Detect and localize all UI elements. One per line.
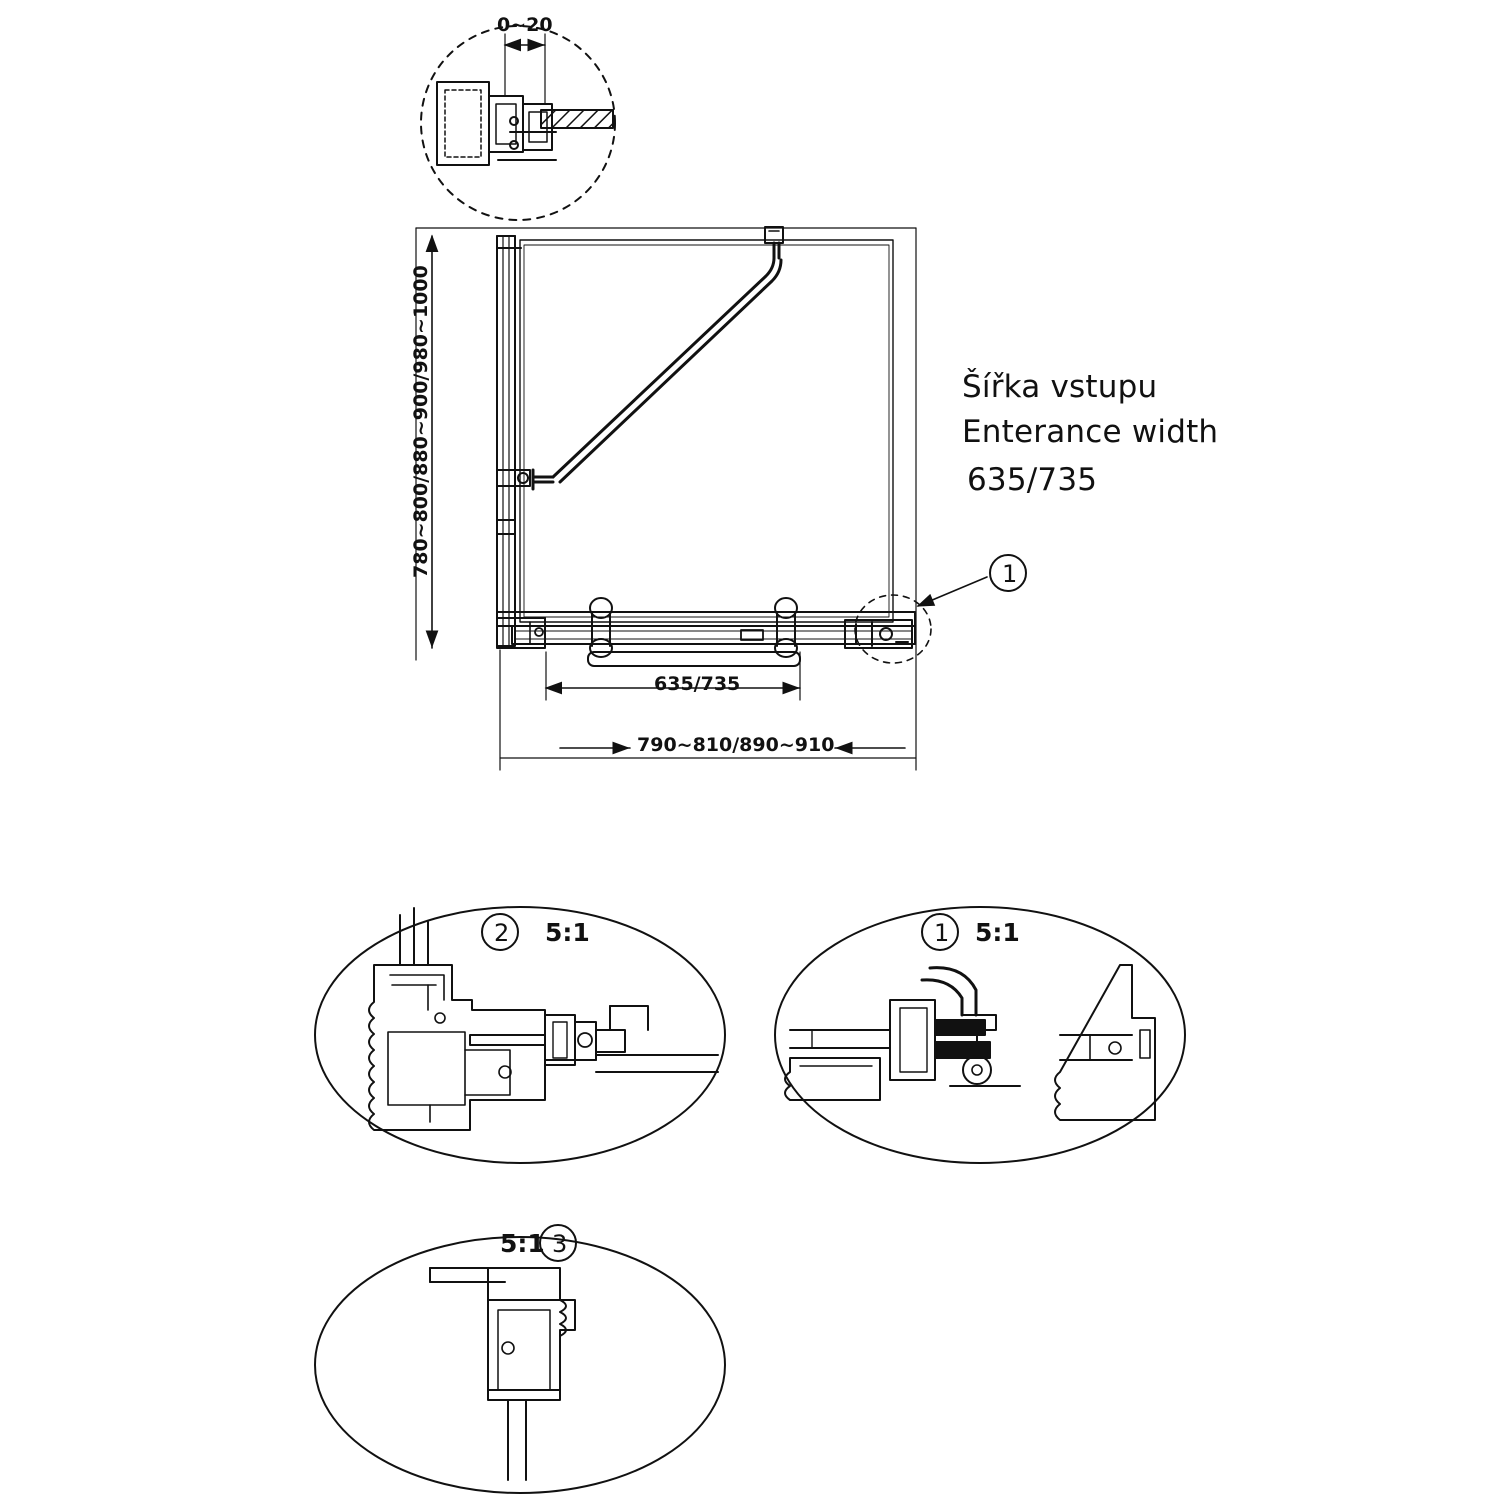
dimension-top-gap: 0~20 bbox=[497, 14, 553, 36]
dimension-height-range: 780~800/880~900/980~1000 bbox=[410, 265, 432, 578]
top-detail-bubble bbox=[421, 26, 615, 220]
detail-3-bubble bbox=[315, 1237, 725, 1493]
dimension-overall-width: 790~810/890~910 bbox=[637, 734, 835, 756]
detail-3-balloon-label: 3 bbox=[552, 1230, 568, 1258]
entrance-width-label-cs: Šířka vstupu bbox=[962, 369, 1158, 405]
dimension-inner-width: 635/735 bbox=[654, 673, 741, 695]
detail-2-scale: 5:1 bbox=[545, 918, 590, 947]
entrance-width-label-en: Enterance width bbox=[962, 414, 1219, 450]
detail-2-bubble bbox=[315, 907, 725, 1163]
detail-1-balloon-label: 1 bbox=[934, 919, 950, 947]
detail-1-scale: 5:1 bbox=[975, 918, 1020, 947]
detail-3-scale: 5:1 bbox=[500, 1229, 545, 1258]
entrance-width-value: 635/735 bbox=[967, 462, 1098, 498]
callout-balloon-1-label: 1 bbox=[1002, 560, 1018, 588]
detail-2-balloon-label: 2 bbox=[494, 919, 510, 947]
